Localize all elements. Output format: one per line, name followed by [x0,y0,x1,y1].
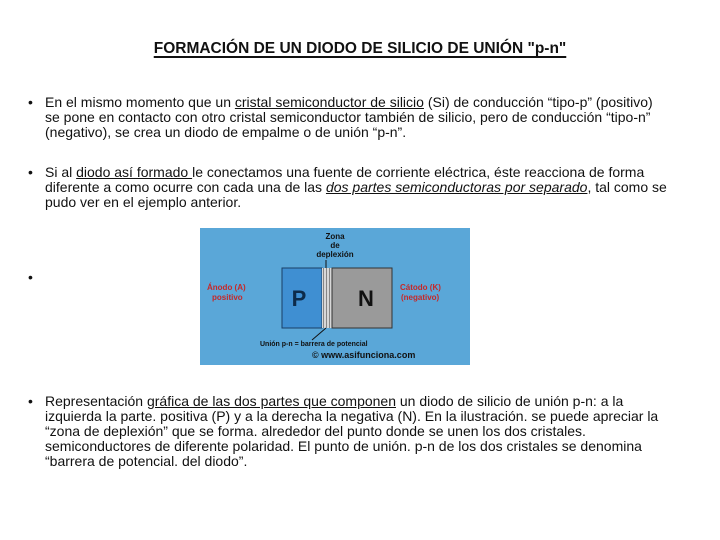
text-run: le conectamos una fuente de corriente eléctrica, éste reacciona de forma diferente a como ocurre con cada una de las [45,164,645,195]
anode-label-line2: positivo [212,293,243,302]
page-title: FORMACIÓN DE UN DIODO DE SILICIO DE UNIÓN "p-n" [153,40,567,57]
bullet-marker: • [28,269,33,285]
junction-label: Unión p-n = barrera de potencial [260,341,368,348]
underlined-term: gráfica de las dos partes que componen [146,393,396,409]
bullet-marker: • [28,393,33,409]
text-run: Representación [45,393,147,409]
n-letter: N [358,286,374,311]
paragraph-text [45,95,668,140]
cathode-label-line2: (negativo) [401,293,440,302]
text-run: En el mismo momento que un [45,94,235,110]
bullet-paragraph-1 [28,95,668,140]
bullet-paragraph-4 [28,394,668,469]
underlined-term: cristal semiconductor de silicio [234,94,424,110]
text-run: (Si) de conducción “tipo-p” (positivo) se pone en contacto con otro cristal semiconductor también de silicio, pero de conducción “tipo-n” (negativo), se crea un diodo de empalme o de unión “p-n”. [45,94,653,140]
underlined-term: diodo así formado [76,164,193,180]
anode-label-line1: Ánodo (A) [207,283,246,292]
bullet-marker: • [28,164,33,180]
paragraph-text [45,165,668,210]
cathode-label-line1: Cátodo (K) [400,283,441,292]
text-run: un diodo de silicio de unión p-n: a la izquierda la parte. positiva (P) y a la derecha la negativa (N). En la ilustración. se puede apreciar la “zona de deplexión” que se forma. alrededor del punto donde se unen los dos cristales. semiconductores de diferente polaridad. El punto de unión. p-n de los dos cristales se denomina “barrera de potencial. del diodo”. [45,393,659,469]
bullet-marker: • [28,94,33,110]
zone-label-line1: Zona [325,232,345,241]
p-letter: P [291,286,307,311]
bullet-paragraph-2 [28,165,668,210]
figure-credit: © www.asifunciona.com [312,350,416,360]
depletion-zone [322,268,332,328]
text-run: , tal como se pudo ver en el ejemplo anterior. [45,179,667,210]
zone-label-line2: de [330,241,340,250]
zone-label-line3: deplexión [316,250,354,259]
underlined-italic-term: dos partes semiconductoras por separado [325,179,588,195]
paragraph-text [45,394,668,469]
diode-figure [200,228,470,365]
text-run: Si al [45,164,77,180]
